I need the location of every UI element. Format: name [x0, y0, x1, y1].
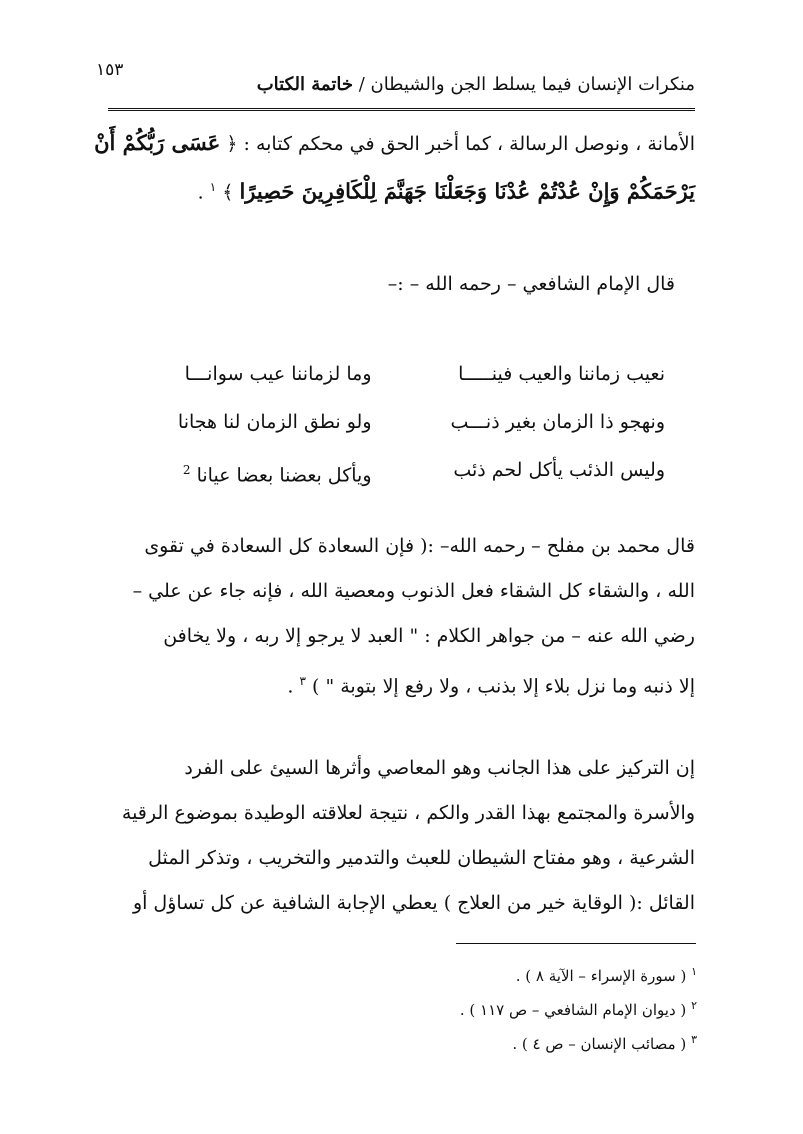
- running-head: [257, 74, 695, 95]
- poem-verse: [108, 350, 695, 398]
- paragraph-line: إن التركيز على هذا الجانب وهو المعاصي وأثرها السيئ على الفرد: [184, 757, 695, 779]
- intro-line: [108, 165, 695, 210]
- intro-paragraph: [94, 120, 695, 210]
- footnote: [460, 1023, 697, 1057]
- verse-second-hemistich: ولو نطق الزمان لنا هجانا: [177, 411, 372, 433]
- poem-verse: [108, 446, 695, 494]
- sentence-end: .: [287, 675, 294, 698]
- paragraph-line: رضي الله عنه – من جواهر الكلام : " العبد لا يرجو إلا ربه ، ولا يخافن: [163, 625, 695, 647]
- footnote-number: ١: [691, 965, 697, 978]
- paragraph-focus: [108, 746, 695, 926]
- paragraph-line: الله ، والشقاء كل الشقاء فعل الذنوب ومعصية الله ، فإنه جاء عن علي –: [132, 580, 695, 602]
- footnote-text: ( مصائب الإنسان – ص ٤ ) .: [512, 1035, 687, 1053]
- footnote-ref[interactable]: 2: [182, 463, 191, 477]
- paragraph-line: [108, 659, 695, 704]
- sentence-end: .: [197, 181, 204, 204]
- verse-text: ويأكل بعضنا بعضا عيانا: [196, 464, 372, 487]
- poem-intro: [108, 262, 675, 307]
- intro-text: الأمانة ، ونوصل الرسالة ، كما أخبر الحق في محكم كتابه : ﴿: [226, 133, 695, 155]
- paragraph-line: قال محمد بن مفلح – رحمه الله– :( فإن السعادة كل السعادة في تقوى: [144, 535, 695, 557]
- poem: [108, 350, 695, 494]
- footnote-number: ٣: [691, 1033, 697, 1046]
- quran-verse-part1: عَسَى رَبُّكُمْ أَنْ: [94, 130, 221, 155]
- book-title: منكرات الإنسان فيما يسلط الجن والشيطان /: [358, 74, 695, 95]
- verse-second-hemistich: [108, 446, 402, 494]
- verse-first-hemistich: وليس الذئب يأكل لحم ذئب: [453, 459, 665, 481]
- quran-verse-part2: يَرْحَمَكُمْ وَإِنْ عُدْتُمْ عُدْنَا وَجَعَلْنَا جَهَنَّمَ لِلْكَافِرِينَ حَصِيرًا: [239, 178, 695, 204]
- paragraph-line: الشرعية ، وهو مفتاح الشيطان للعبث والتدمير والتخريب ، وتذكر المثل: [148, 847, 695, 869]
- quran-close-bracket: ﴾: [222, 181, 234, 204]
- footnote-ref[interactable]: ٣: [299, 674, 306, 688]
- intro-line: [94, 120, 695, 165]
- page-number: ١٥٣: [96, 60, 124, 80]
- poem-intro-line: قال الإمام الشافعي – رحمه الله – :–: [387, 273, 675, 295]
- poem-verse: [108, 398, 695, 446]
- footnote: [460, 955, 697, 989]
- verse-second-hemistich: وما لزماننا عيب سوانـــا: [184, 363, 372, 385]
- footnote: [460, 989, 697, 1023]
- footnote-ref[interactable]: ١: [209, 180, 217, 194]
- chapter-title: خاتمة الكتاب: [256, 74, 353, 95]
- paragraph-line: والأسرة والمجتمع بهذا القدر والكم ، نتيجة لعلاقته الوطيدة بموضوع الرقية: [121, 802, 695, 824]
- paragraph-text: إلا ذنبه وما نزل بلاء إلا بذنب ، ولا رفع إلا بتوبة " ): [312, 675, 695, 698]
- paragraph-line: القائل :( الوقاية خير من العلاج ) يعطي الإجابة الشافية عن كل تساؤل أو: [132, 892, 695, 914]
- footnote-number: ٢: [691, 999, 697, 1012]
- footnote-rule: [456, 943, 696, 944]
- footnotes: [460, 955, 697, 1057]
- verse-first-hemistich: ونهجو ذا الزمان بغير ذنـــب: [450, 411, 665, 433]
- footnote-text: ( ديوان الإمام الشافعي – ص ١١٧ ) .: [459, 1001, 687, 1019]
- footnote-text: ( سورة الإسراء – الآية ٨ ) .: [515, 967, 687, 985]
- header-rule: [108, 108, 695, 111]
- verse-first-hemistich: نعيب زماننا والعيب فينـــــا: [458, 363, 665, 385]
- paragraph-ibn-muflih: [108, 524, 695, 704]
